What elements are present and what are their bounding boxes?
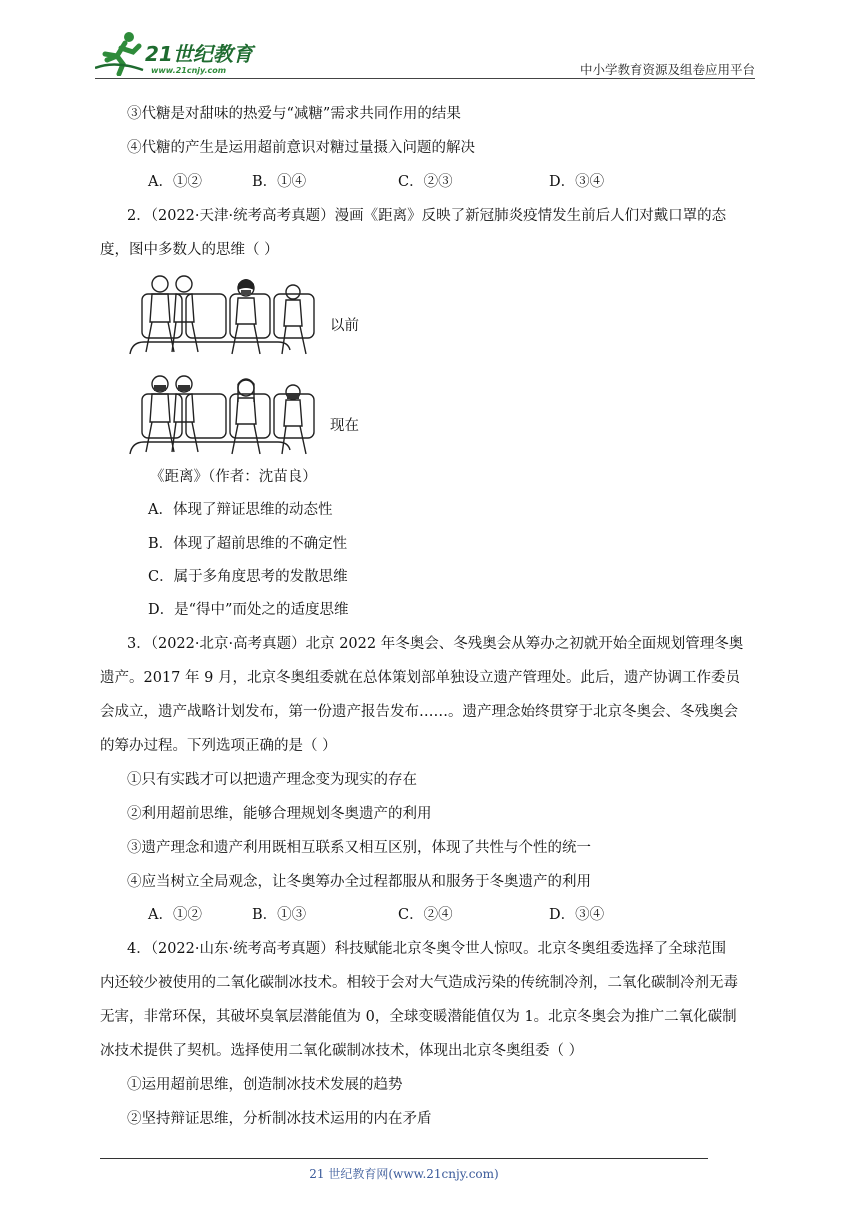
logo-text: 21世纪教育 <box>145 42 253 66</box>
q3-stem-line2: 遗产。2017 年 9 月，北京冬奥组委就在总体策划部单独设立遗产管理处。此后，遗产协调工作委员 <box>100 670 740 686</box>
site-logo[interactable] <box>95 30 265 78</box>
q3-stem-line1: 3．（2022·北京·高考真题）北京 2022 年冬奥会、冬残奥会从筹办之初就开始全面规划管理冬奥 <box>127 636 744 652</box>
label-before: 以前 <box>330 318 359 334</box>
q4-stem-line4: 冰技术提供了契机。选择使用二氧化碳制冰技术，体现出北京冬奥组委（ ） <box>100 1043 584 1059</box>
label-now: 现在 <box>330 418 359 434</box>
header-divider <box>95 78 755 79</box>
q3-statement-1: ①只有实践才可以把遗产理念变为现实的存在 <box>127 772 417 788</box>
q3-statement-2: ②利用超前思维，能够合理规划冬奥遗产的利用 <box>127 806 432 822</box>
cartoon-before-image <box>128 272 323 360</box>
logo-url: www.21cnjy.com <box>151 66 227 75</box>
q2-option-c[interactable]: C．属于多角度思考的发散思维 <box>148 569 348 585</box>
q1-option-c[interactable]: C．②③ <box>398 174 453 190</box>
q4-stem-line3: 无害，非常环保，其破坏臭氧层潜能值为 0，全球变暖潜能值仅为 1。北京冬奥会为推广二氧化碳制 <box>100 1009 737 1025</box>
q3-statement-4: ④应当树立全局观念，让冬奥筹办全过程都服从和服务于冬奥遗产的利用 <box>127 874 591 890</box>
page-header <box>95 30 755 84</box>
q3-option-b[interactable]: B．①③ <box>252 907 307 923</box>
q3-stem-line4: 的筹办过程。下列选项正确的是（ ） <box>100 738 337 754</box>
q3-option-d[interactable]: D．③④ <box>549 907 605 923</box>
q3-stem-line3: 会成立，遗产战略计划发布，第一份遗产报告发布……。遗产理念始终贯穿于北京冬奥会、冬残奥会 <box>100 704 738 720</box>
q1-option-d[interactable]: D．③④ <box>549 174 605 190</box>
footer-divider <box>100 1158 708 1159</box>
q4-stem-line1: 4．（2022·山东·统考高考真题）科技赋能北京冬奥令世人惊叹。北京冬奥组委选择了全球范围 <box>127 941 727 957</box>
q2-option-d[interactable]: D．是“得中”而处之的适度思维 <box>148 602 349 618</box>
q4-statement-1: ①运用超前思维，创造制冰技术发展的趋势 <box>127 1077 403 1093</box>
q4-statement-2: ②坚持辩证思维，分析制冰技术运用的内在矛盾 <box>127 1111 432 1127</box>
q2-stem-line2: 度，图中多数人的思维（ ） <box>100 242 279 258</box>
header-tagline: 中小学教育资源及组卷应用平台 <box>579 62 755 77</box>
q2-option-a[interactable]: A．体现了辩证思维的动态性 <box>148 502 333 518</box>
q1-statement-4: ④代糖的产生是运用超前意识对糖过量摄入问题的解决 <box>127 140 475 156</box>
q2-option-b[interactable]: B．体现了超前思维的不确定性 <box>148 536 348 552</box>
q1-option-a[interactable]: A．①② <box>148 174 202 190</box>
q4-stem-line2: 内还较少被使用的二氧化碳制冰技术。相较于会对大气造成污染的传统制冷剂，二氧化碳制冷剂无毒 <box>100 975 738 991</box>
q3-option-a[interactable]: A．①② <box>148 907 202 923</box>
q1-statement-3: ③代糖是对甜味的热爱与“减糖”需求共同作用的结果 <box>127 106 461 122</box>
q3-statement-3: ③遗产理念和遗产利用既相互联系又相互区别，体现了共性与个性的统一 <box>127 840 591 856</box>
runner-logo-icon <box>95 30 147 76</box>
footer-link[interactable]: 21 世纪教育网(www.21cnjy.com) <box>309 1167 499 1181</box>
cartoon-now-image <box>128 372 323 460</box>
q2-stem-line1: 2．（2022·天津·统考高考真题）漫画《距离》反映了新冠肺炎疫情发生前后人们对戴口罩的态 <box>127 208 727 224</box>
cartoon-caption: 《距离》（作者：沈苗良） <box>150 469 317 485</box>
q3-option-c[interactable]: C．②④ <box>398 907 453 923</box>
q1-option-b[interactable]: B．①④ <box>252 174 307 190</box>
